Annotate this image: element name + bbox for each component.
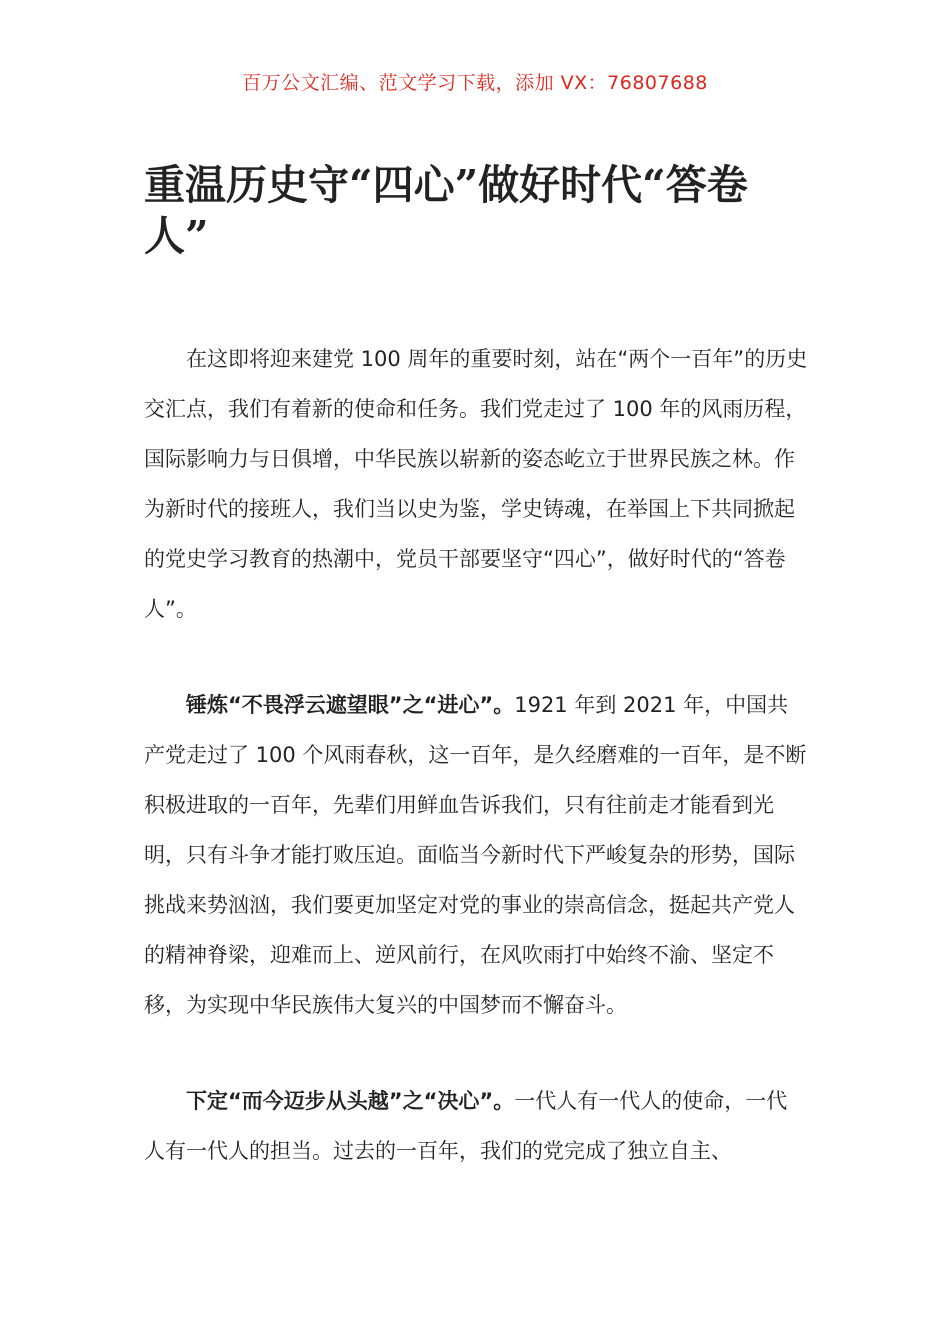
- paragraph-jinxin: [144, 680, 808, 1030]
- paragraph-jinxin-heading: 锤炼“不畏浮云遮望眼”之“进心”。: [186, 693, 515, 717]
- paragraph-juexin: [144, 1076, 808, 1176]
- paragraph-intro-text: 在这即将迎来建党 100 周年的重要时刻，站在“两个一百年”的历史交汇点，我们有着新的使命和任务。我们党走过了 100 年的风雨历程，国际影响力与日俱增，中华民族以崭新的姿态屹立于世界民族之林。作为新时代的接班人，我们当以史为鉴，学史铸魂，在举国上下共同掀起的党史学习教育的热潮中，党员干部要坚守“四心”，做好时代的“答卷人”。: [144, 347, 808, 621]
- document-title: 重温历史守“四心”做好时代“答卷人”: [144, 161, 748, 260]
- header-promo-note: 百万公文汇编、范文学习下载，添加 VX：76807688: [242, 72, 708, 94]
- paragraph-juexin-text: 一代人有一代人的使命，一代人有一代人的担当。过去的一百年，我们的党完成了独立自主、: [144, 1089, 788, 1163]
- paragraph-jinxin-text: 1921 年到 2021 年，中国共产党走过了 100 个风雨春秋，这一百年，是久经磨难的一百年，是不断积极进取的一百年，先辈们用鲜血告诉我们，只有往前走才能看到光明，只有斗争才能打败压迫。面临当今新时代下严峻复杂的形势，国际挑战来势汹汹，我们要更加坚定对党的事业的崇高信念，挺起共产党人的精神脊梁，迎难而上、逆风前行，在风吹雨打中始终不渝、坚定不移，为实现中华民族伟大复兴的中国梦而不懈奋斗。: [144, 693, 807, 1017]
- paragraph-intro: [144, 334, 808, 634]
- document-body: [144, 334, 808, 1176]
- paragraph-juexin-heading: 下定“而今迈步从头越”之“决心”。: [186, 1089, 515, 1113]
